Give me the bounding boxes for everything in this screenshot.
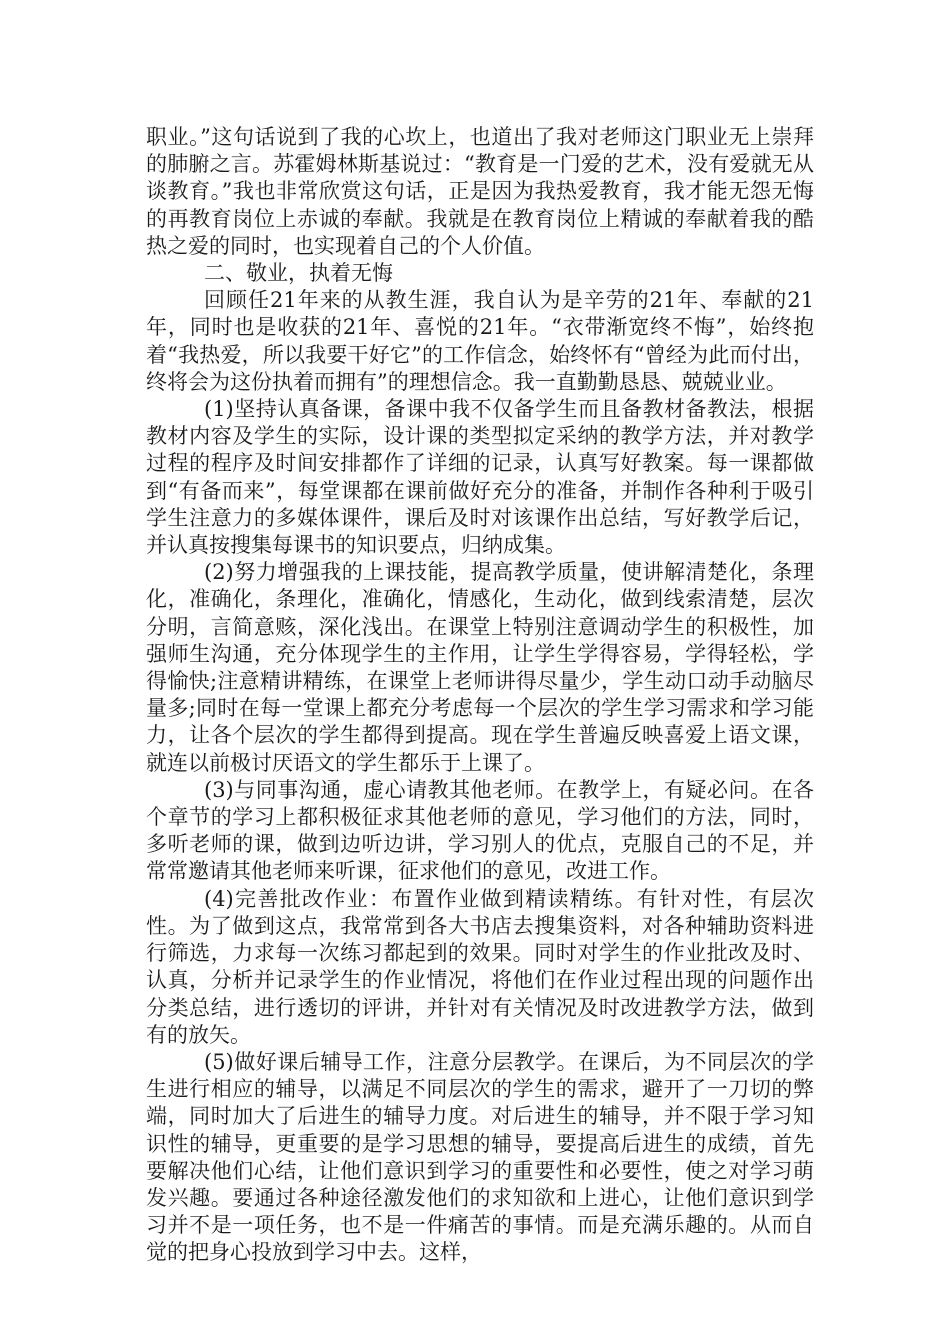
paragraph-item-5: (5)做好课后辅导工作，注意分层教学。在课后，为不同层次的学生进行相应的辅导，以满足不同层次的学生的需求，避开了一刀切的弊端，同时加大了后进生的辅导力度。对后进生的辅导，并不限于学习知识性的辅导，更重要的是学习思想的辅导，要提高后进生的成绩，首先要解决他们心结，让他们意识到学习的重要性和必要性，使之对学习萌发兴趣。要通过各种途径激发他们的求知欲和上进心，让他们意识到学习并不是一项任务，也不是一件痛苦的事情。而是充满乐趣的。从而自觉的把身心投放到学习中去。这样，: [146, 1049, 814, 1265]
paragraph-item-4: (4)完善批改作业：布置作业做到精读精练。有针对性，有层次性。为了做到这点，我常常到各大书店去搜集资料，对各种辅助资料进行筛选，力求每一次练习都起到的效果。同时对学生的作业批改及时、认真，分析并记录学生的作业情况，将他们在作业过程出现的问题作出分类总结，进行透切的评讲，并针对有关情况及时改进教学方法，做到有的放矢。: [146, 886, 814, 1047]
paragraph-item-2: (2)努力增强我的上课技能，提高教学质量，使讲解清楚化，条理化，准确化，条理化，准确化，情感化，生动化，做到线索清楚，层次分明，言简意赅，深化浅出。在课堂上特别注意调动学生的积极性，加强师生沟通，充分体现学生的主作用，让学生学得容易，学得轻松，学得愉快;注意精讲精练，在课堂上老师讲得尽量少，学生动口动手动脑尽量多;同时在每一堂课上都充分考虑每一个层次的学生学习需求和学习能力，让各个层次的学生都得到提高。现在学生普遍反映喜爱上语文课，就连以前极讨厌语文的学生都乐于上课了。: [146, 560, 814, 775]
document-body: [146, 124, 814, 1267]
section-heading: 二、敬业，执着无悔: [204, 261, 393, 286]
paragraph-continuation: 职业。”这句话说到了我的心坎上，也道出了我对老师这门职业无上崇拜的肺腑之言。苏霍姆林斯基说过：“教育是一门爱的艺术，没有爱就无从谈教育。”我也非常欣赏这句话，正是因为我热爱教育，我才能无怨无悔的再教育岗位上赤诚的奉献。我就是在教育岗位上精诚的奉献着我的酷热之爱的同时，也实现着自己的个人价值。: [146, 125, 814, 258]
paragraph-item-1: (1)坚持认真备课，备课中我不仅备学生而且备教材备教法，根据教材内容及学生的实际，设计课的类型拟定采纳的教学方法，并对教学过程的程序及时间安排都作了详细的记录，认真写好教案。每一课都做到“有备而来”，每堂课都在课前做好充分的准备，并制作各种利于吸引学生注意力的多媒体课件，课后及时对该课作出总结，写好教学后记，并认真按搜集每课书的知识要点，归纳成集。: [146, 397, 814, 558]
paragraph-review: 回顾任21年来的从教生涯，我自认为是辛劳的21年、奉献的21年，同时也是收获的21年、喜悦的21年。“衣带渐宽终不悔”，始终抱着“我热爱，所以我要干好它”的工作信念，始终怀有“曾经为此而付出，终将会为这份执着而拥有”的理想信念。我一直勤勤恳恳、兢兢业业。: [146, 288, 814, 394]
paragraph-item-3: (3)与同事沟通，虚心请教其他老师。在教学上，有疑必问。在各个章节的学习上都积极征求其他老师的意见，学习他们的方法，同时，多听老师的课，做到边听边讲，学习别人的优点，克服自己的不足，并常常邀请其他老师来听课，征求他们的意见，改进工作。: [146, 777, 814, 884]
